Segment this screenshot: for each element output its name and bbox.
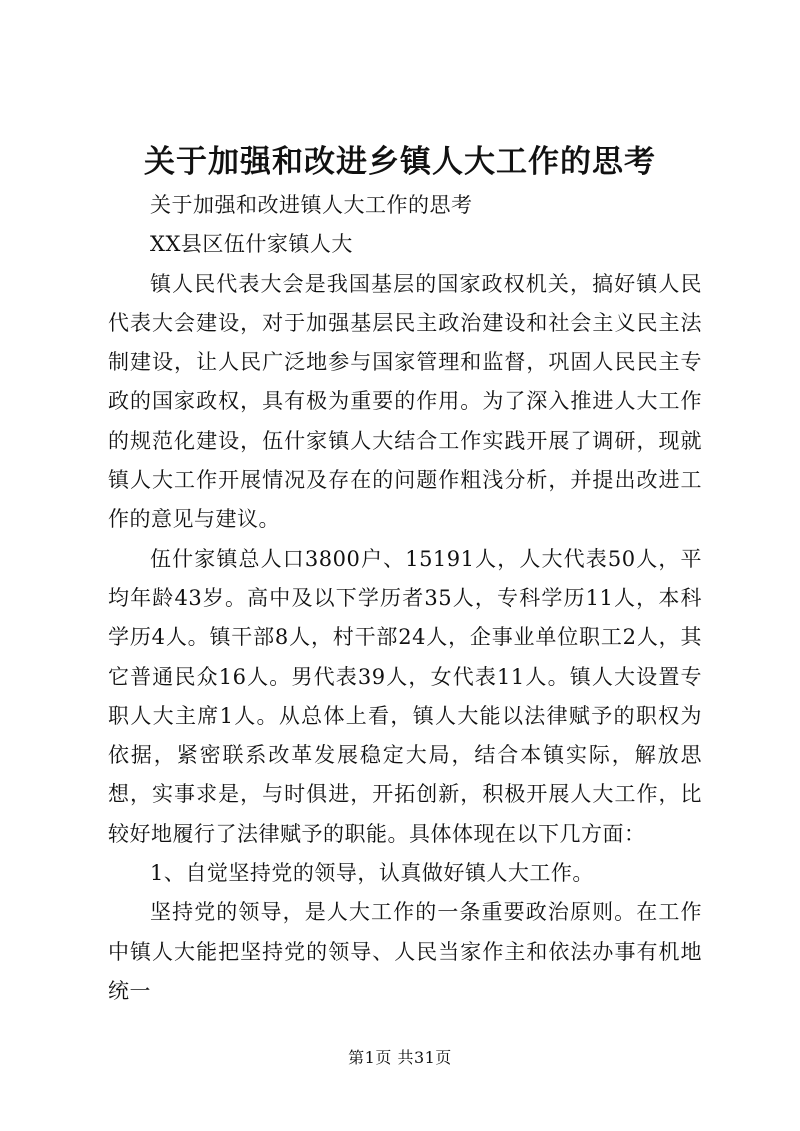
subtitle-paragraph: 关于加强和改进镇人大工作的思考 bbox=[150, 193, 473, 217]
author-paragraph: XX县区伍什家镇人大 bbox=[150, 232, 353, 257]
section-body-paragraph: 坚持党的领导，是人大工作的一条重要政治原则。在工作中镇人大能把坚持党的领导、人民当家作主和依法办事有机地统一 bbox=[108, 900, 702, 1003]
page-number-footer: 第1页 共31页 bbox=[348, 1048, 452, 1067]
overview-paragraph: 伍什家镇总人口3800户、15191人，人大代表50人，平均年龄43岁。高中及以下学历者35人，专科学历11人，本科学历4人。镇干部8人，村干部24人，企事业单位职工2人，其它普通民众16人。男代表39人，女代表11人。镇人大设置专职人大主席1人。从总体上看，镇人大能以法律赋予的职权为依据，紧密联系改革发展稳定大局，结合本镇实际，解放思想，实事求是，与时俱进，开拓创新，积极开展人大工作，比较好地履行了法律赋予的职能。具体体现在以下几方面： bbox=[108, 546, 702, 846]
document-body bbox=[108, 186, 702, 1011]
document-title: 关于加强和改进乡镇人大工作的思考 bbox=[144, 144, 656, 180]
intro-paragraph: 镇人民代表大会是我国基层的国家政权机关，搞好镇人民代表大会建设，对于加强基层民主政治建设和社会主义民主法制建设，让人民广泛地参与国家管理和监督，巩固人民民主专政的国家政权，具有极为重要的作用。为了深入推进人大工作的规范化建设，伍什家镇人大结合工作实践开展了调研，现就镇人大工作开展情况及存在的问题作粗浅分析，并提出改进工作的意见与建议。 bbox=[108, 271, 702, 532]
section-heading-paragraph: 1、自觉坚持党的领导，认真做好镇人大工作。 bbox=[150, 861, 594, 886]
